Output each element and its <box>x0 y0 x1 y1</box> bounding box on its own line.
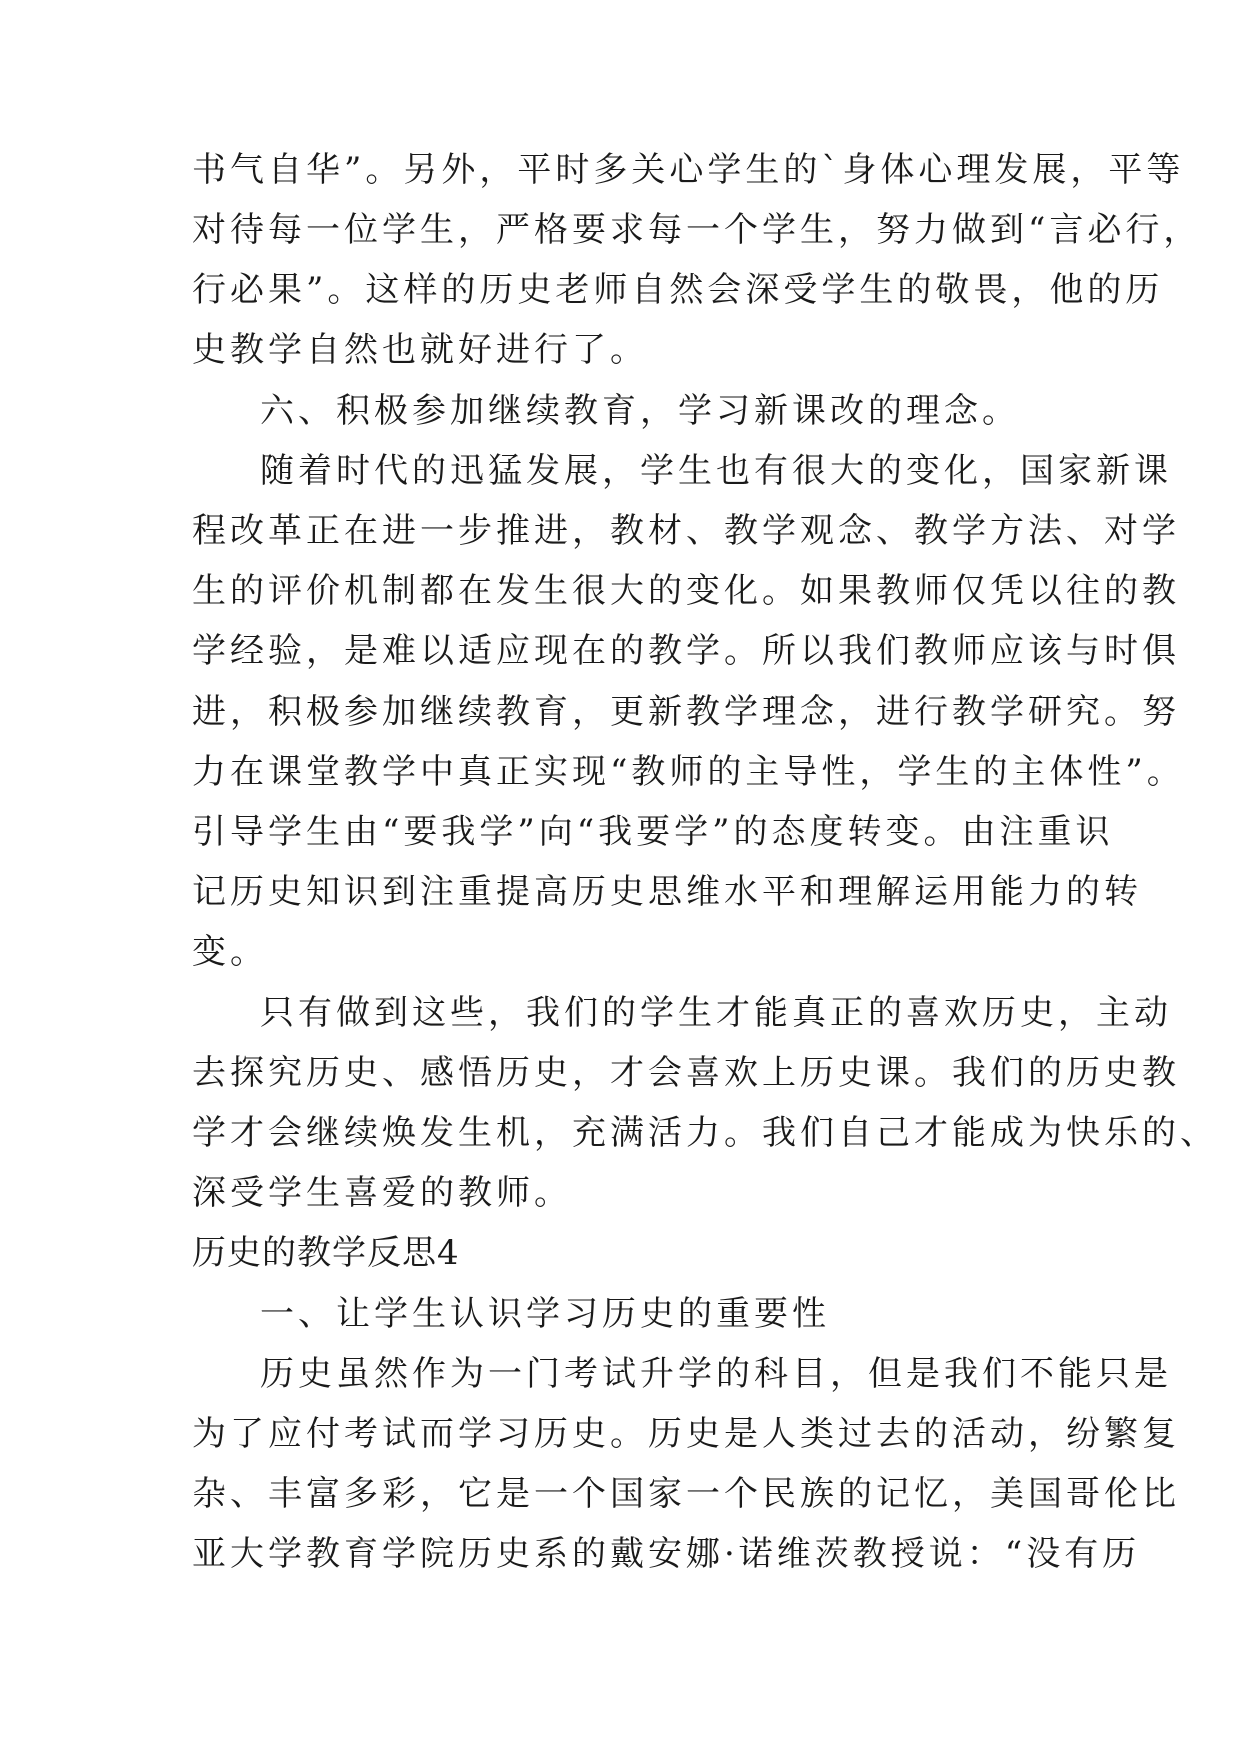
text-line: 史教学自然也就好进行了。 <box>192 330 648 370</box>
text-line: 学才会继续焕发生机，充满活力。我们自己才能成为快乐的、 <box>192 1113 1218 1153</box>
text-line: 变。 <box>192 932 268 972</box>
section-heading: 一、让学生认识学习历史的重要性 <box>260 1294 830 1334</box>
text-line: 杂、丰富多彩，它是一个国家一个民族的记忆，美国哥伦比 <box>192 1474 1180 1514</box>
text-line: 记历史知识到注重提高历史思维水平和理解运用能力的转 <box>192 872 1142 912</box>
article-title: 历史的教学反思4 <box>192 1233 460 1273</box>
text-line: 进，积极参加继续教育，更新教学理念，进行教学研究。努 <box>192 692 1180 732</box>
text-line: 书气自华”。另外，平时多关心学生的`身体心理发展，平等 <box>192 150 1185 190</box>
text-line: 只有做到这些，我们的学生才能真正的喜欢历史，主动 <box>260 993 1172 1033</box>
text-line: 学经验，是难以适应现在的教学。所以我们教师应该与时俱 <box>192 631 1180 671</box>
text-line: 生的评价机制都在发生很大的变化。如果教师仅凭以往的教 <box>192 571 1180 611</box>
text-line: 程改革正在进一步推进，教材、教学观念、教学方法、对学 <box>192 511 1180 551</box>
text-line: 引导学生由“要我学”向“我要学”的态度转变。由注重识 <box>192 812 1114 852</box>
text-line: 亚大学教育学院历史系的戴安娜·诺维茨教授说：“没有历 <box>192 1534 1141 1574</box>
text-line: 随着时代的迅猛发展，学生也有很大的变化，国家新课 <box>260 451 1172 491</box>
text-line: 去探究历史、感悟历史，才会喜欢上历史课。我们的历史教 <box>192 1053 1180 1093</box>
text-line: 力在课堂教学中真正实现“教师的主导性，学生的主体性”。 <box>192 752 1185 792</box>
text-line: 深受学生喜爱的教师。 <box>192 1173 572 1213</box>
text-line: 历史虽然作为一门考试升学的科目，但是我们不能只是 <box>260 1354 1172 1394</box>
text-line: 对待每一位学生，严格要求每一个学生，努力做到“言必行， <box>192 210 1202 250</box>
section-heading: 六、积极参加继续教育，学习新课改的理念。 <box>260 391 1020 431</box>
text-line: 为了应付考试而学习历史。历史是人类过去的活动，纷繁复 <box>192 1414 1180 1454</box>
text-line: 行必果”。这样的历史老师自然会深受学生的敬畏，他的历 <box>192 270 1164 310</box>
